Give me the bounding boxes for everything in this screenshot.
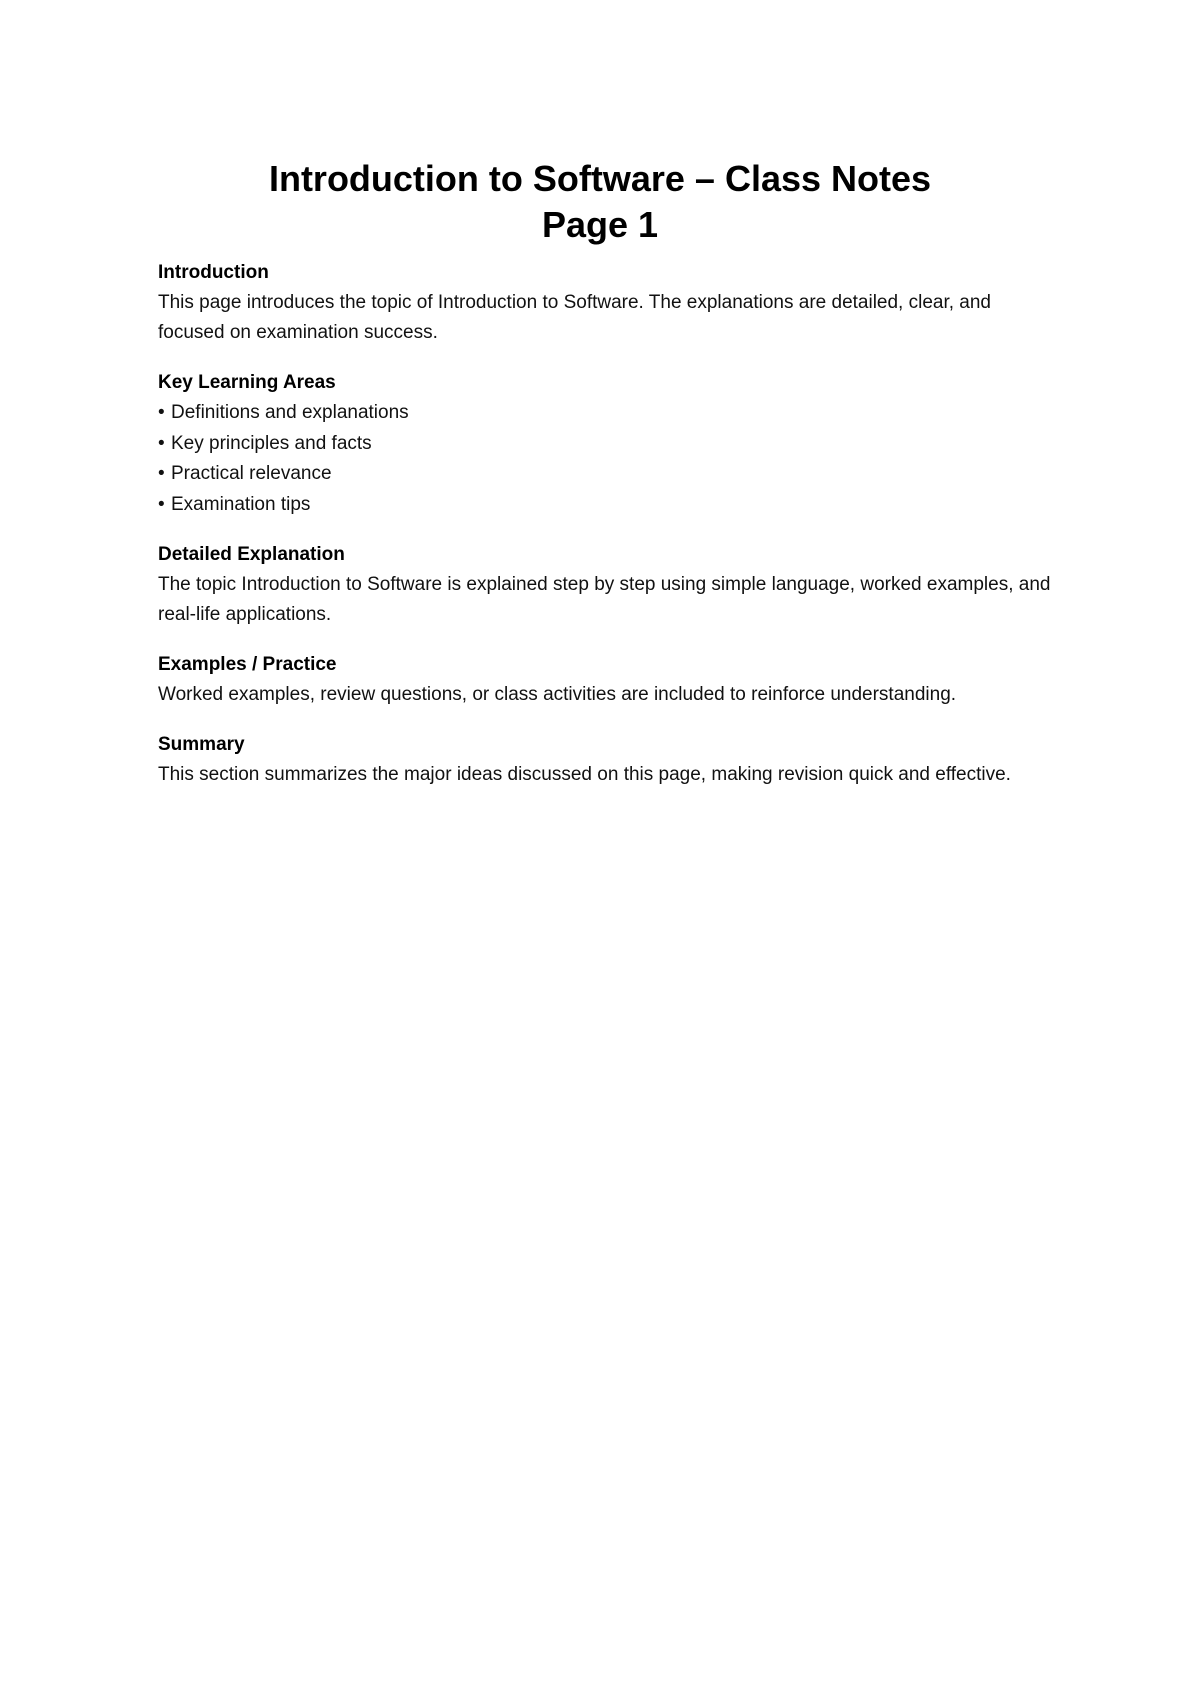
list-item xyxy=(158,490,1058,521)
document-title-block xyxy=(0,156,1200,248)
bullet-icon: • xyxy=(158,402,165,423)
document-title: Introduction to Software – Class Notes xyxy=(268,158,932,199)
list-item xyxy=(158,459,1058,490)
section-summary xyxy=(158,730,1058,790)
bullet-icon: • xyxy=(158,463,165,484)
bullet-icon: • xyxy=(158,432,165,454)
list-item-text: Examination tips xyxy=(171,493,311,515)
section-paragraph: The topic Introduction to Software is explained step by step using simple language, worked examples, and real-life applications. xyxy=(158,574,1051,625)
section-introduction xyxy=(158,258,1058,348)
key-learning-areas-list xyxy=(158,398,1058,520)
section-paragraph: This section summarizes the major ideas discussed on this page, making revision quick and effective. xyxy=(158,764,1011,785)
section-key-learning-areas xyxy=(158,368,1058,520)
section-heading: Introduction xyxy=(158,262,269,283)
section-paragraph: Worked examples, review questions, or class activities are included to reinforce understanding. xyxy=(158,684,957,705)
list-item xyxy=(158,398,1058,429)
list-item-text: Practical relevance xyxy=(171,463,332,484)
document-body xyxy=(158,258,1058,810)
section-paragraph: This page introduces the topic of Introduction to Software. The explanations are detailed, clear, and focused on examination success. xyxy=(158,292,992,343)
section-heading: Detailed Explanation xyxy=(158,544,345,565)
list-item-text: Key principles and facts xyxy=(171,432,372,454)
section-examples-practice xyxy=(158,650,1058,710)
list-item xyxy=(158,429,1058,460)
page-label: Page 1 xyxy=(541,204,659,245)
section-heading: Key Learning Areas xyxy=(158,372,336,393)
section-heading: Examples / Practice xyxy=(158,654,337,675)
section-detailed-explanation xyxy=(158,540,1058,630)
list-item-text: Definitions and explanations xyxy=(171,402,409,423)
section-heading: Summary xyxy=(158,734,245,755)
bullet-icon: • xyxy=(158,493,165,515)
